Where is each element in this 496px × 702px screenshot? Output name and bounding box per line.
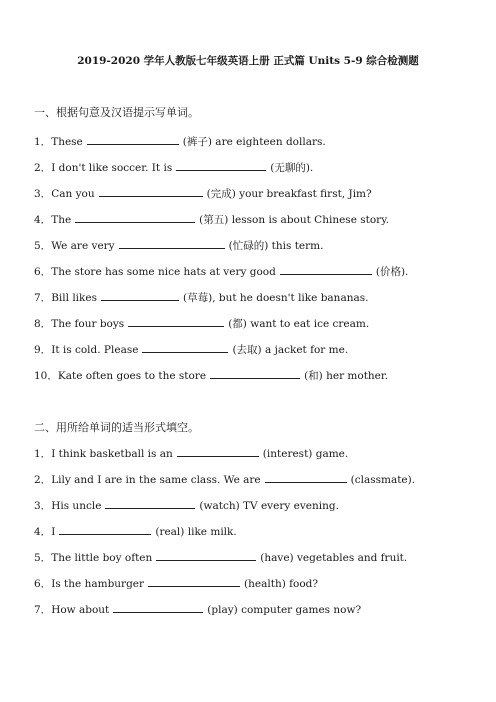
answer-blank[interactable] (59, 524, 151, 535)
s2-item-7 (34, 602, 361, 617)
item-number: 5． (34, 552, 52, 564)
s1-item-4 (34, 212, 389, 227)
answer-blank[interactable] (176, 160, 266, 171)
item-number: 9． (34, 344, 52, 356)
item-number: 5． (34, 240, 52, 252)
item-text-before: The (51, 214, 72, 226)
answer-blank[interactable] (119, 238, 225, 249)
answer-blank[interactable] (99, 186, 203, 197)
item-number: 3． (34, 188, 52, 200)
item-text-after: (忙碌的) this term. (228, 240, 324, 252)
item-number: 6． (34, 266, 52, 278)
item-text-after: (第五) lesson is about Chinese story. (199, 214, 390, 226)
item-text-before: The store has some nice hats at very good (51, 266, 276, 278)
s1-item-9 (34, 342, 348, 357)
s2-item-2 (34, 472, 415, 487)
answer-blank[interactable] (113, 602, 203, 613)
item-text-after: (裤子) are eighteen dollars. (182, 136, 326, 148)
item-text-after: (real) like milk. (155, 526, 237, 538)
item-text-after: (完成) your breakfast first, Jim? (206, 188, 372, 200)
answer-blank[interactable] (156, 550, 256, 561)
item-text-before: I (51, 526, 56, 538)
answer-blank[interactable] (177, 446, 259, 457)
item-text-after: (和) her mother. (304, 370, 389, 382)
answer-blank[interactable] (101, 290, 179, 301)
item-text-after: (去取) a jacket for me. (232, 344, 349, 356)
item-number: 7． (34, 292, 52, 304)
item-text-before: How about (51, 604, 110, 616)
item-text-before: It is cold. Please (51, 344, 139, 356)
item-text-after: (都) want to eat ice cream. (228, 318, 370, 330)
answer-blank[interactable] (142, 342, 228, 353)
answer-blank[interactable] (265, 472, 347, 483)
s2-item-4 (34, 524, 237, 539)
item-text-after: (价格). (375, 266, 409, 278)
s1-item-7 (34, 290, 368, 305)
item-text-after: (classmate). (350, 474, 416, 486)
item-number: 7． (34, 604, 52, 616)
s1-item-5 (34, 238, 323, 253)
s1-item-6 (34, 264, 408, 279)
item-text-before: The four boys (51, 318, 125, 330)
item-number: 4． (34, 214, 52, 226)
s2-item-3 (34, 498, 339, 513)
answer-blank[interactable] (148, 576, 240, 587)
item-number: 6． (34, 578, 52, 590)
item-text-before: Can you (51, 188, 95, 200)
item-text-before: His uncle (51, 500, 102, 512)
page-title: 2019-2020 学年人教版七年级英语上册 正式篇 Units 5-9 综合检测题 (77, 55, 419, 67)
item-text-after: (interest) game. (262, 448, 349, 460)
answer-blank[interactable] (128, 316, 224, 327)
s1-item-10 (34, 368, 388, 383)
s1-item-1 (34, 134, 326, 149)
item-number: 2． (34, 162, 52, 174)
item-text-before: Bill likes (51, 292, 97, 304)
item-text-after: (health) food? (244, 578, 319, 590)
item-number: 2． (34, 474, 52, 486)
item-text-before: I think basketball is an (51, 448, 173, 460)
item-text-after: (play) computer games now? (207, 604, 362, 616)
answer-blank[interactable] (75, 212, 195, 223)
item-text-before: We are very (51, 240, 115, 252)
item-number: 8． (34, 318, 52, 330)
s1-item-8 (34, 316, 369, 331)
item-text-after: (watch) TV every evening. (199, 500, 339, 512)
item-text-before: Kate often goes to the store (57, 370, 207, 382)
s1-item-3 (34, 186, 372, 201)
answer-blank[interactable] (210, 368, 300, 379)
item-text-after: (草莓), but he doesn't like bananas. (183, 292, 369, 304)
item-text-before: I don't like soccer. It is (51, 162, 173, 174)
item-text-before: Lily and I are in the same class. We are (51, 474, 261, 486)
s2-item-5 (34, 550, 407, 565)
s2-item-6 (34, 576, 318, 591)
answer-blank[interactable] (280, 264, 372, 275)
item-number: 1． (34, 136, 52, 148)
answer-blank[interactable] (105, 498, 195, 509)
section-2-heading: 二、用所给单词的适当形式填空。 (34, 421, 199, 434)
item-text-after: (无聊的). (270, 162, 314, 174)
item-number: 10． (34, 370, 58, 382)
item-text-after: (have) vegetables and fruit. (260, 552, 408, 564)
answer-blank[interactable] (87, 134, 179, 145)
item-number: 1． (34, 448, 52, 460)
section-1-heading: 一、根据句意及汉语提示写单词。 (34, 106, 199, 119)
item-text-before: Is the hamburger (51, 578, 145, 590)
item-text-before: The little boy often (51, 552, 153, 564)
item-number: 3． (34, 500, 52, 512)
item-number: 4． (34, 526, 52, 538)
item-text-before: These (51, 136, 83, 148)
s1-item-2 (34, 160, 313, 175)
s2-item-1 (34, 446, 348, 461)
